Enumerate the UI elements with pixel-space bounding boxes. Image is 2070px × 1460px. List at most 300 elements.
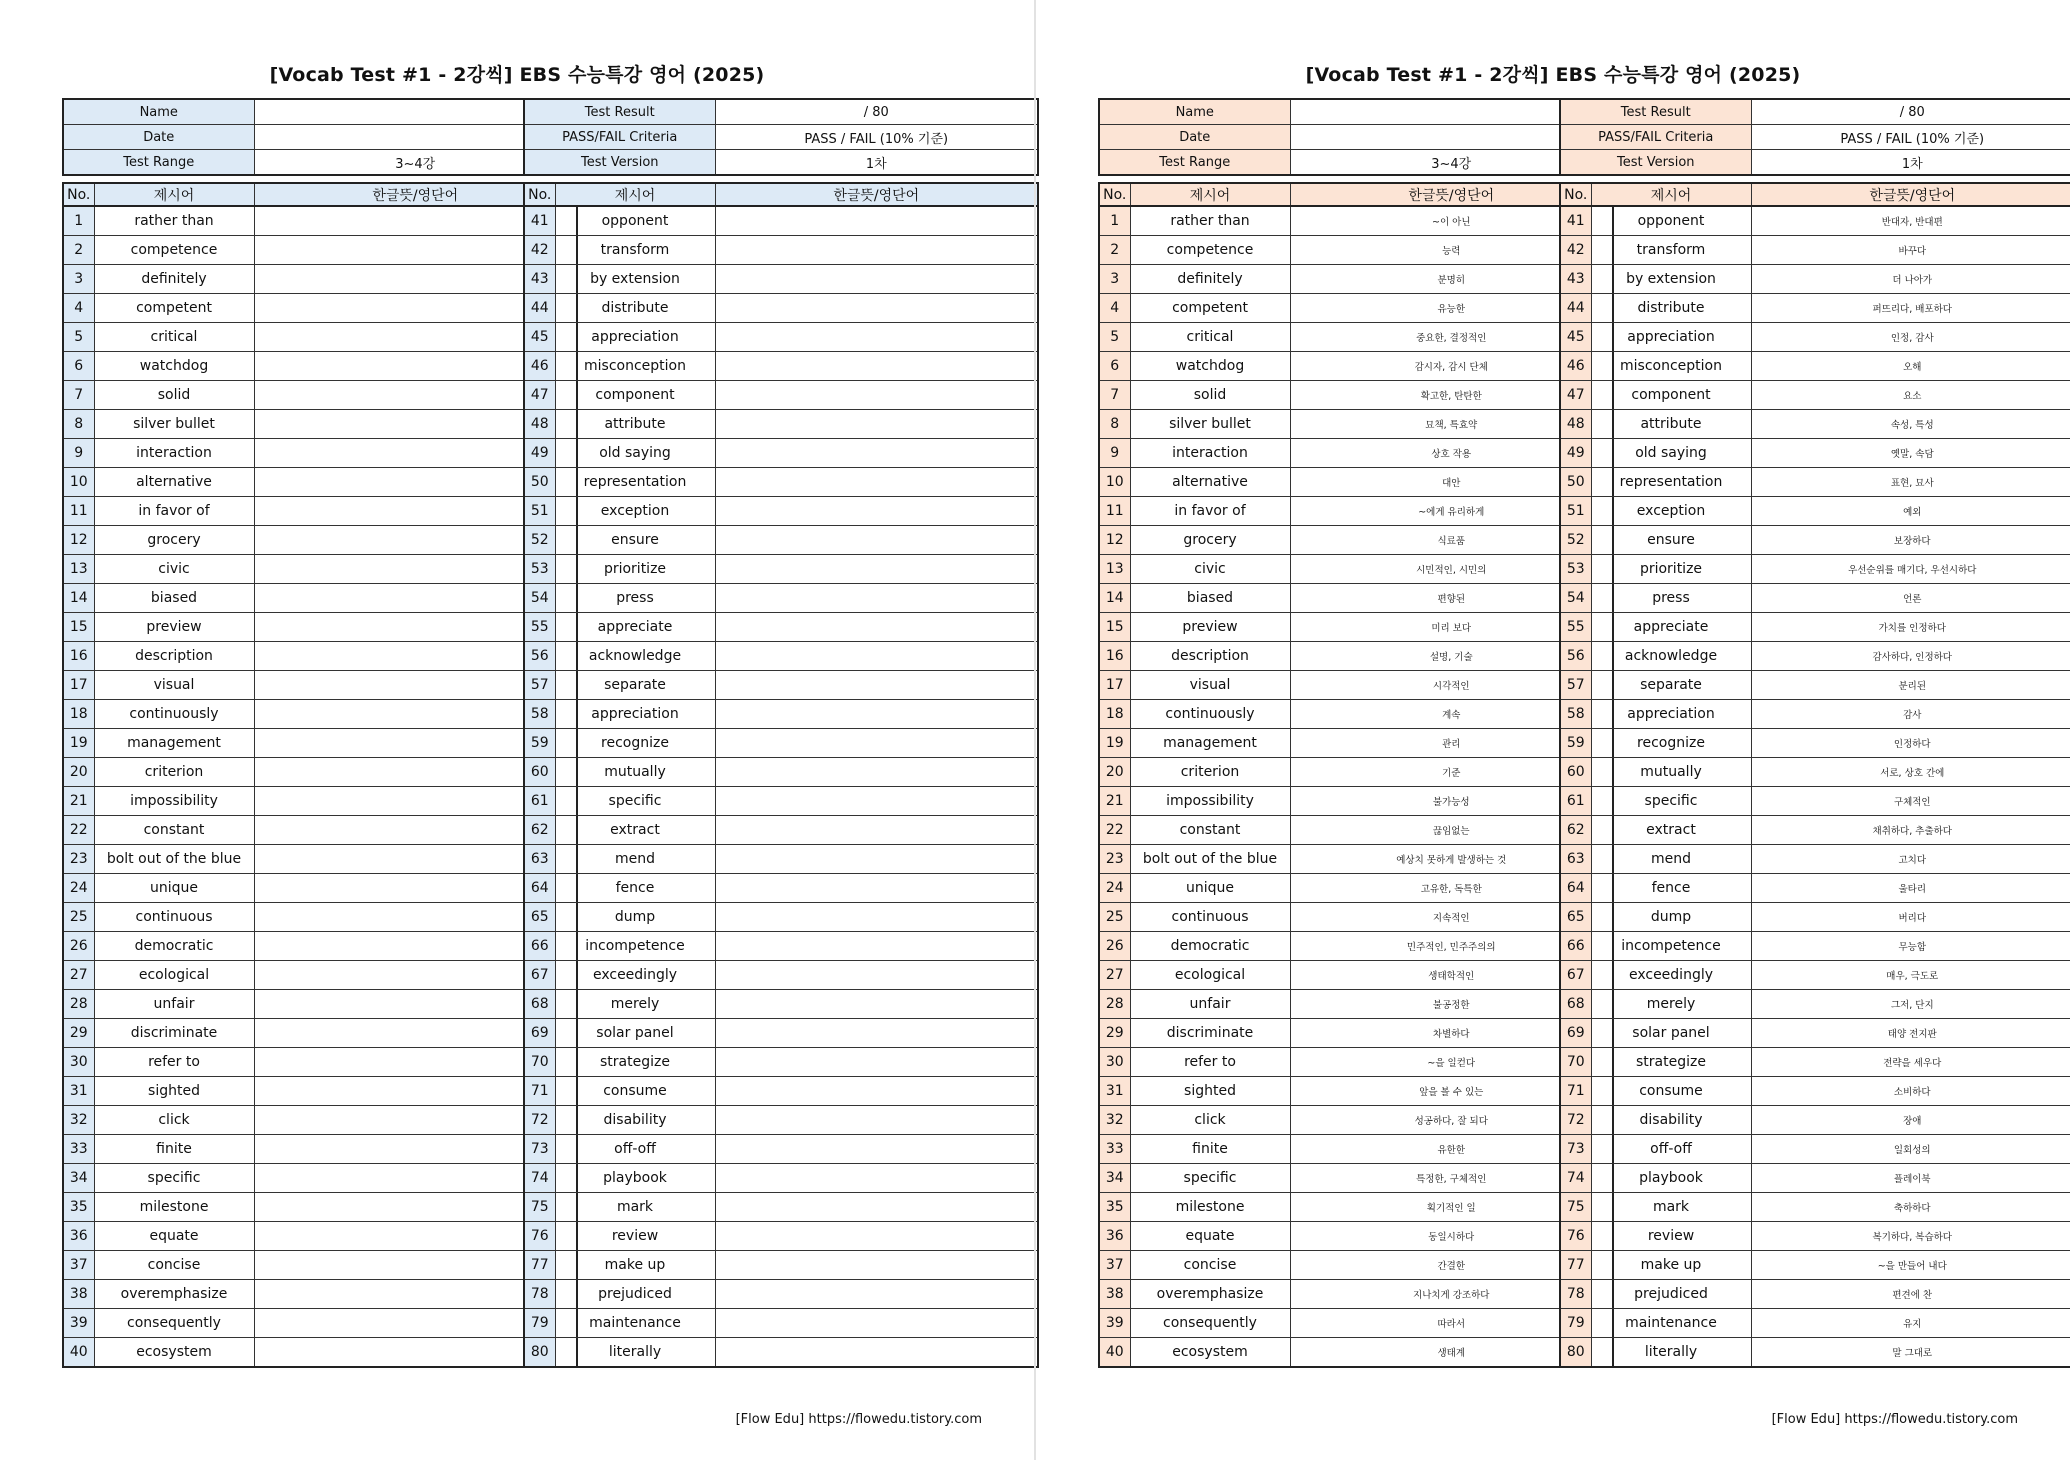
table-row xyxy=(1099,816,1613,845)
word-cell: appreciate xyxy=(1591,613,1751,642)
table-row xyxy=(524,381,1038,410)
word-cell: distribute xyxy=(1591,294,1751,323)
answer-blank[interactable] xyxy=(715,439,1038,468)
word-cell: ensure xyxy=(1591,526,1751,555)
answer-cell: 상호 작용 xyxy=(1290,439,1613,468)
word-cell: incompetence xyxy=(1591,932,1751,961)
word-table-1-40 xyxy=(62,182,578,1368)
table-row xyxy=(524,961,1038,990)
word-cell: representation xyxy=(555,468,715,497)
table-row xyxy=(63,758,577,787)
row-number: 20 xyxy=(63,758,94,787)
table-row xyxy=(1099,1222,1613,1251)
answer-blank[interactable] xyxy=(715,410,1038,439)
row-number: 47 xyxy=(524,381,555,410)
table-row xyxy=(524,1048,1038,1077)
answer-cell: 일회성의 xyxy=(1751,1135,2070,1164)
word-cell: definitely xyxy=(1130,265,1290,294)
table-row xyxy=(1099,439,1613,468)
row-number: 58 xyxy=(524,700,555,729)
word-cell: incompetence xyxy=(555,932,715,961)
answer-cell: 끊임없는 xyxy=(1290,816,1613,845)
table-header-row xyxy=(524,183,1038,206)
answer-blank[interactable] xyxy=(715,758,1038,787)
answer-table-41-80 xyxy=(1559,182,2070,1368)
row-number: 69 xyxy=(524,1019,555,1048)
table-row xyxy=(1560,1135,2070,1164)
word-cell: grocery xyxy=(94,526,254,555)
table-row xyxy=(524,236,1038,265)
answer-blank[interactable] xyxy=(715,700,1038,729)
answer-cell: 감사 xyxy=(1751,700,2070,729)
row-number: 57 xyxy=(524,671,555,700)
table-row xyxy=(1099,845,1613,874)
table-row xyxy=(63,381,577,410)
table-row xyxy=(1560,1222,2070,1251)
answer-blank[interactable] xyxy=(715,1019,1038,1048)
word-cell: bolt out of the blue xyxy=(1130,845,1290,874)
row-number: 61 xyxy=(524,787,555,816)
answer-blank[interactable] xyxy=(715,294,1038,323)
table-row xyxy=(524,990,1038,1019)
answer-blank[interactable] xyxy=(715,555,1038,584)
word-cell: review xyxy=(555,1222,715,1251)
row-number: 55 xyxy=(524,613,555,642)
word-cell: by extension xyxy=(555,265,715,294)
row-number: 33 xyxy=(1099,1135,1130,1164)
answer-cell: 채취하다, 추출하다 xyxy=(1751,816,2070,845)
table-row xyxy=(63,439,577,468)
word-cell: refer to xyxy=(94,1048,254,1077)
row-number: 63 xyxy=(524,845,555,874)
row-number: 17 xyxy=(63,671,94,700)
word-cell: solid xyxy=(94,381,254,410)
table-row xyxy=(1099,1193,1613,1222)
answer-blank[interactable] xyxy=(715,932,1038,961)
answer-blank[interactable] xyxy=(715,990,1038,1019)
answer-cell: 우선순위를 매기다, 우선시하다 xyxy=(1751,555,2070,584)
word-cell: rather than xyxy=(1130,206,1290,236)
table-row xyxy=(63,1019,577,1048)
answer-cell: 유한한 xyxy=(1290,1135,1613,1164)
row-number: 19 xyxy=(1099,729,1130,758)
row-number: 7 xyxy=(1099,381,1130,410)
answer-cell: 기준 xyxy=(1290,758,1613,787)
answer-table-1-40 xyxy=(1098,182,1614,1368)
word-cell: discriminate xyxy=(94,1019,254,1048)
word-cell: specific xyxy=(555,787,715,816)
answer-blank[interactable] xyxy=(715,1106,1038,1135)
word-cell: dump xyxy=(555,903,715,932)
row-number: 13 xyxy=(1099,555,1130,584)
table-row xyxy=(63,410,577,439)
row-number: 62 xyxy=(1560,816,1591,845)
answer-blank[interactable] xyxy=(715,526,1038,555)
word-cell: ecosystem xyxy=(94,1338,254,1368)
row-number: 4 xyxy=(1099,294,1130,323)
table-row xyxy=(1099,1048,1613,1077)
word-cell: ecosystem xyxy=(1130,1338,1290,1368)
row-number: 47 xyxy=(1560,381,1591,410)
table-row xyxy=(1560,555,2070,584)
table-row xyxy=(63,352,577,381)
row-number: 24 xyxy=(63,874,94,903)
word-cell: attribute xyxy=(555,410,715,439)
table-row xyxy=(524,1193,1038,1222)
row-number: 12 xyxy=(1099,526,1130,555)
table-row xyxy=(63,990,577,1019)
table-row xyxy=(1560,642,2070,671)
answer-blank[interactable] xyxy=(715,787,1038,816)
page-title: [Vocab Test #1 - 2강씩] EBS 수능특강 영어 (2025) xyxy=(269,64,765,86)
word-cell: management xyxy=(94,729,254,758)
header-word: 제시어 xyxy=(1130,183,1290,206)
row-number: 12 xyxy=(63,526,94,555)
word-cell: separate xyxy=(1591,671,1751,700)
answer-blank[interactable] xyxy=(715,1222,1038,1251)
answer-blank[interactable] xyxy=(715,1280,1038,1309)
table-row xyxy=(63,497,577,526)
row-number: 49 xyxy=(1560,439,1591,468)
table-row xyxy=(1560,265,2070,294)
row-number: 73 xyxy=(1560,1135,1591,1164)
answer-blank[interactable] xyxy=(715,1048,1038,1077)
info-table-left xyxy=(1098,98,1614,176)
row-number: 11 xyxy=(63,497,94,526)
table-row xyxy=(63,845,577,874)
word-cell: solar panel xyxy=(555,1019,715,1048)
word-cell: dump xyxy=(1591,903,1751,932)
word-cell: prejudiced xyxy=(1591,1280,1751,1309)
table-row xyxy=(1099,700,1613,729)
answer-blank[interactable] xyxy=(715,468,1038,497)
word-cell: milestone xyxy=(94,1193,254,1222)
word-cell: overemphasize xyxy=(94,1280,254,1309)
answer-blank[interactable] xyxy=(715,1135,1038,1164)
table-row xyxy=(524,584,1038,613)
table-row xyxy=(1560,613,2070,642)
answer-blank[interactable] xyxy=(715,1077,1038,1106)
row-number: 78 xyxy=(524,1280,555,1309)
answer-blank[interactable] xyxy=(715,265,1038,294)
word-cell: fence xyxy=(1591,874,1751,903)
answer-cell: 관리 xyxy=(1290,729,1613,758)
answer-blank[interactable] xyxy=(715,613,1038,642)
row-number: 51 xyxy=(1560,497,1591,526)
table-row xyxy=(524,1077,1038,1106)
answer-blank[interactable] xyxy=(715,903,1038,932)
answer-blank[interactable] xyxy=(715,323,1038,352)
word-cell: playbook xyxy=(1591,1164,1751,1193)
table-row xyxy=(524,613,1038,642)
answer-cell: 특정한, 구체적인 xyxy=(1290,1164,1613,1193)
table-row xyxy=(63,265,577,294)
table-row xyxy=(63,903,577,932)
answer-blank[interactable] xyxy=(715,874,1038,903)
word-cell: misconception xyxy=(555,352,715,381)
answer-blank[interactable] xyxy=(715,1309,1038,1338)
answer-blank[interactable] xyxy=(715,584,1038,613)
table-row xyxy=(63,1309,577,1338)
table-row xyxy=(524,526,1038,555)
table-row xyxy=(1099,294,1613,323)
row-number: 58 xyxy=(1560,700,1591,729)
row-number: 30 xyxy=(63,1048,94,1077)
word-cell: preview xyxy=(94,613,254,642)
row-number: 13 xyxy=(63,555,94,584)
row-number: 24 xyxy=(1099,874,1130,903)
answer-cell: ~을 일컫다 xyxy=(1290,1048,1613,1077)
table-row xyxy=(524,410,1038,439)
row-number: 32 xyxy=(1099,1106,1130,1135)
row-number: 38 xyxy=(63,1280,94,1309)
word-cell: transform xyxy=(1591,236,1751,265)
answer-cell: 구체적인 xyxy=(1751,787,2070,816)
table-row xyxy=(63,236,577,265)
row-number: 11 xyxy=(1099,497,1130,526)
answer-cell: 속성, 특성 xyxy=(1751,410,2070,439)
row-number: 43 xyxy=(1560,265,1591,294)
word-cell: fence xyxy=(555,874,715,903)
word-cell: mutually xyxy=(1591,758,1751,787)
row-number: 5 xyxy=(63,323,94,352)
word-cell: sighted xyxy=(94,1077,254,1106)
answer-blank[interactable] xyxy=(715,381,1038,410)
word-cell: press xyxy=(1591,584,1751,613)
row-number: 30 xyxy=(1099,1048,1130,1077)
answer-blank[interactable] xyxy=(715,671,1038,700)
row-number: 16 xyxy=(1099,642,1130,671)
word-cell: impossibility xyxy=(1130,787,1290,816)
word-cell: interaction xyxy=(94,439,254,468)
answer-blank[interactable] xyxy=(715,1338,1038,1368)
word-cell: rather than xyxy=(94,206,254,236)
table-row xyxy=(1560,874,2070,903)
answer-cell: 유능한 xyxy=(1290,294,1613,323)
word-cell: civic xyxy=(94,555,254,584)
row-number: 25 xyxy=(1099,903,1130,932)
row-number: 41 xyxy=(524,206,555,236)
row-number: 59 xyxy=(1560,729,1591,758)
row-number: 70 xyxy=(524,1048,555,1077)
word-cell: continuously xyxy=(94,700,254,729)
word-cell: management xyxy=(1130,729,1290,758)
row-number: 52 xyxy=(524,526,555,555)
answer-blank[interactable] xyxy=(715,206,1038,236)
word-cell: competence xyxy=(94,236,254,265)
criteria-value: PASS / FAIL (10% 기준) xyxy=(1751,125,2070,150)
header-no: No. xyxy=(1099,183,1130,206)
row-number: 4 xyxy=(63,294,94,323)
answer-cell: 중요한, 결정적인 xyxy=(1290,323,1613,352)
answer-blank[interactable] xyxy=(715,845,1038,874)
row-number: 55 xyxy=(1560,613,1591,642)
word-cell: recognize xyxy=(555,729,715,758)
row-number: 69 xyxy=(1560,1019,1591,1048)
answer-cell: 차별하다 xyxy=(1290,1019,1613,1048)
table-row xyxy=(1099,352,1613,381)
word-cell: civic xyxy=(1130,555,1290,584)
table-row xyxy=(1099,497,1613,526)
result-value: / 80 xyxy=(715,99,1038,125)
row-number: 16 xyxy=(63,642,94,671)
table-header-row xyxy=(1099,183,1613,206)
table-row xyxy=(1099,642,1613,671)
result-label: Test Result xyxy=(524,99,715,125)
word-cell: description xyxy=(94,642,254,671)
answer-cell: 반대자, 반대편 xyxy=(1751,206,2070,236)
word-cell: bolt out of the blue xyxy=(94,845,254,874)
answer-blank[interactable] xyxy=(715,961,1038,990)
row-number: 67 xyxy=(1560,961,1591,990)
table-row xyxy=(1099,990,1613,1019)
answer-cell: 장애 xyxy=(1751,1106,2070,1135)
table-row xyxy=(524,758,1038,787)
name-label: Name xyxy=(1099,99,1290,125)
row-number: 15 xyxy=(1099,613,1130,642)
row-number: 40 xyxy=(1099,1338,1130,1368)
word-cell: strategize xyxy=(1591,1048,1751,1077)
answer-cell: 시민적인, 시민의 xyxy=(1290,555,1613,584)
word-cell: extract xyxy=(555,816,715,845)
word-cell: separate xyxy=(555,671,715,700)
answer-cell: 언론 xyxy=(1751,584,2070,613)
table-row xyxy=(1560,903,2070,932)
answer-cell: 그저, 단지 xyxy=(1751,990,2070,1019)
word-cell: unique xyxy=(94,874,254,903)
word-cell: component xyxy=(1591,381,1751,410)
table-row xyxy=(1560,700,2070,729)
word-cell: specific xyxy=(1130,1164,1290,1193)
word-cell: opponent xyxy=(555,206,715,236)
page-title: [Vocab Test #1 - 2강씩] EBS 수능특강 영어 (2025) xyxy=(1305,64,1801,86)
answer-cell: 지속적인 xyxy=(1290,903,1613,932)
answer-cell: 옛말, 속담 xyxy=(1751,439,2070,468)
word-cell: exceedingly xyxy=(1591,961,1751,990)
word-cell: specific xyxy=(1591,787,1751,816)
answer-cell: 말 그대로 xyxy=(1751,1338,2070,1368)
answer-blank[interactable] xyxy=(715,497,1038,526)
answer-cell: 불가능성 xyxy=(1290,787,1613,816)
row-number: 35 xyxy=(63,1193,94,1222)
word-cell: interaction xyxy=(1130,439,1290,468)
header-no: No. xyxy=(63,183,94,206)
word-cell: strategize xyxy=(555,1048,715,1077)
word-cell: visual xyxy=(94,671,254,700)
table-row xyxy=(63,613,577,642)
word-cell: by extension xyxy=(1591,265,1751,294)
row-number: 48 xyxy=(1560,410,1591,439)
row-number: 76 xyxy=(524,1222,555,1251)
answer-cell: 고유한, 독특한 xyxy=(1290,874,1613,903)
answer-cell: 따라서 xyxy=(1290,1309,1613,1338)
table-row xyxy=(1099,1077,1613,1106)
row-number: 18 xyxy=(63,700,94,729)
row-number: 10 xyxy=(1099,468,1130,497)
answer-blank[interactable] xyxy=(715,642,1038,671)
range-value: 3~4강 xyxy=(1290,150,1613,176)
table-row xyxy=(524,439,1038,468)
table-header-row xyxy=(63,183,577,206)
table-row xyxy=(1560,1193,2070,1222)
answer-blank[interactable] xyxy=(715,816,1038,845)
table-row xyxy=(524,729,1038,758)
word-cell: off-off xyxy=(1591,1135,1751,1164)
version-label: Test Version xyxy=(524,150,715,176)
table-row xyxy=(1560,961,2070,990)
table-row xyxy=(1099,1338,1613,1368)
word-cell: consequently xyxy=(1130,1309,1290,1338)
answer-blank[interactable] xyxy=(715,1251,1038,1280)
answer-cell: 능력 xyxy=(1290,236,1613,265)
table-row xyxy=(63,671,577,700)
row-number: 77 xyxy=(1560,1251,1591,1280)
word-cell: alternative xyxy=(94,468,254,497)
footer-credit: [Flow Edu] https://flowedu.tistory.com xyxy=(735,1412,982,1427)
row-number: 21 xyxy=(1099,787,1130,816)
word-cell: prioritize xyxy=(1591,555,1751,584)
row-number: 50 xyxy=(1560,468,1591,497)
info-table-right xyxy=(523,98,1039,176)
answer-cell: 인정, 감사 xyxy=(1751,323,2070,352)
word-cell: discriminate xyxy=(1130,1019,1290,1048)
word-cell: click xyxy=(1130,1106,1290,1135)
answer-blank[interactable] xyxy=(715,1164,1038,1193)
answer-blank[interactable] xyxy=(715,729,1038,758)
table-row xyxy=(524,1338,1038,1368)
word-cell: consume xyxy=(555,1077,715,1106)
table-row xyxy=(1099,729,1613,758)
word-cell: maintenance xyxy=(555,1309,715,1338)
row-number: 65 xyxy=(524,903,555,932)
row-number: 42 xyxy=(1560,236,1591,265)
table-row xyxy=(63,729,577,758)
answer-blank[interactable] xyxy=(715,352,1038,381)
table-header-row xyxy=(1560,183,2070,206)
row-number: 52 xyxy=(1560,526,1591,555)
word-cell: disability xyxy=(1591,1106,1751,1135)
answer-cell: ~을 만들어 내다 xyxy=(1751,1251,2070,1280)
word-cell: finite xyxy=(94,1135,254,1164)
table-row xyxy=(63,1193,577,1222)
table-row xyxy=(1099,206,1613,236)
table-row xyxy=(1099,265,1613,294)
table-row xyxy=(63,1222,577,1251)
table-row xyxy=(1099,903,1613,932)
answer-blank[interactable] xyxy=(715,236,1038,265)
table-row xyxy=(524,1164,1038,1193)
row-number: 48 xyxy=(524,410,555,439)
answer-cell: 분명히 xyxy=(1290,265,1613,294)
table-row xyxy=(63,700,577,729)
answer-blank[interactable] xyxy=(715,1193,1038,1222)
word-cell: unfair xyxy=(94,990,254,1019)
row-number: 29 xyxy=(1099,1019,1130,1048)
table-row xyxy=(1099,323,1613,352)
table-row xyxy=(524,874,1038,903)
word-cell: silver bullet xyxy=(1130,410,1290,439)
header-meaning: 한글뜻/영단어 xyxy=(1290,183,1613,206)
row-number: 60 xyxy=(1560,758,1591,787)
answer-cell: 서로, 상호 간에 xyxy=(1751,758,2070,787)
answer-cell: 불공정한 xyxy=(1290,990,1613,1019)
table-row xyxy=(524,1251,1038,1280)
name-label: Name xyxy=(63,99,254,125)
answer-cell: 분리된 xyxy=(1751,671,2070,700)
answer-cell: 감시자, 감시 단체 xyxy=(1290,352,1613,381)
word-cell: criterion xyxy=(1130,758,1290,787)
row-number: 36 xyxy=(63,1222,94,1251)
